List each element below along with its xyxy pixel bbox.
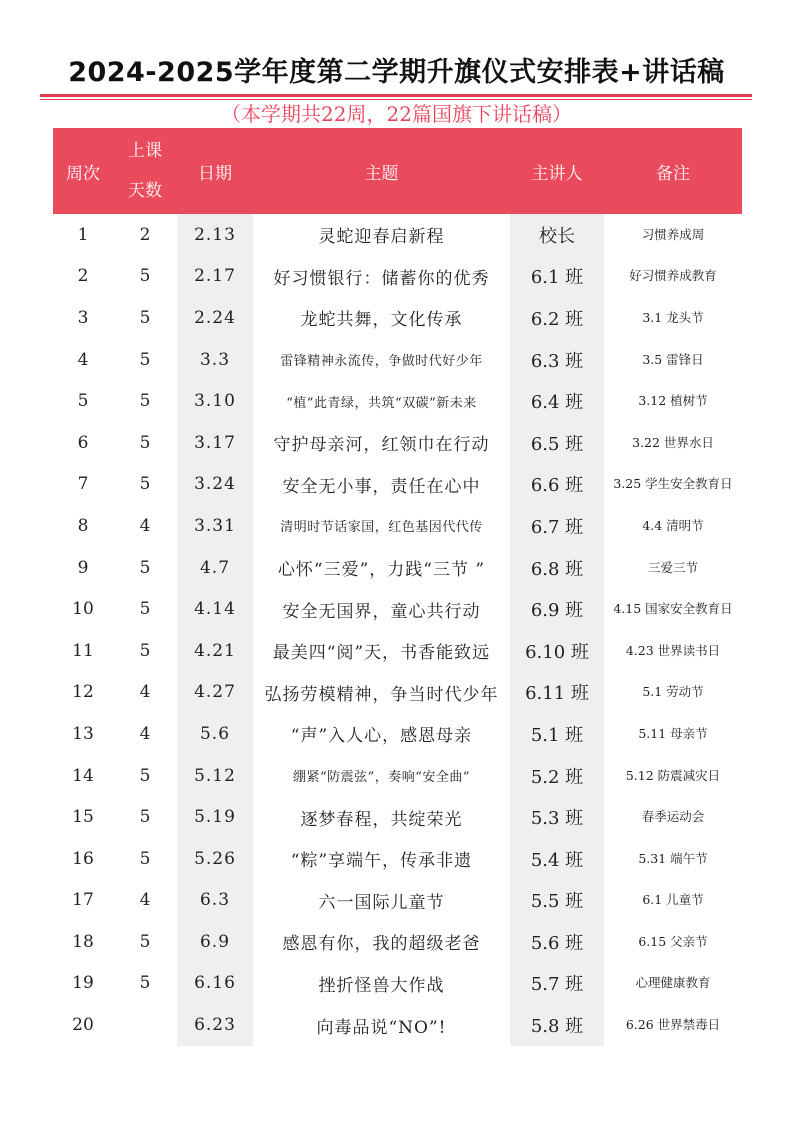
cell-note: 好习惯养成教育	[629, 268, 717, 284]
cell-date: 5.26	[177, 838, 253, 880]
cell-week: 5	[77, 391, 89, 412]
cell-speaker: 5.4 班	[510, 838, 604, 880]
cell-date: 5.6	[177, 713, 253, 755]
cell-topic: 感恩有你，我的超级老爸	[282, 934, 481, 955]
cell-topic: 龙蛇共舞，文化传承	[300, 310, 463, 331]
cell-speaker: 5.8 班	[510, 1004, 604, 1046]
cell-note: 6.26 世界禁毒日	[625, 1017, 721, 1033]
cell-speaker: 5.7 班	[510, 963, 604, 1005]
cell-days: 5	[139, 765, 151, 786]
title-divider-thick	[40, 94, 752, 97]
cell-date: 3.31	[177, 505, 253, 547]
table-body	[53, 214, 742, 1046]
cell-date: 3.3	[177, 339, 253, 381]
cell-days: 5	[139, 640, 151, 661]
cell-topic: 最美四“阅”天，书香能致远	[272, 643, 491, 664]
cell-topic: “植”此青绿，共筑“双碳”新未来	[286, 395, 477, 411]
cell-note: 春季运动会	[641, 809, 705, 825]
cell-week: 18	[72, 931, 94, 952]
cell-days: 5	[139, 307, 151, 328]
cell-topic: 绷紧“防震弦”，奏响“安全曲”	[292, 770, 471, 786]
cell-days: 4	[139, 890, 151, 911]
cell-speaker: 6.10 班	[510, 630, 604, 672]
cell-note: 4.15 国家安全教育日	[613, 601, 733, 617]
header-week: 周次	[66, 163, 100, 184]
cell-days: 4	[139, 515, 151, 536]
cell-speaker: 6.3 班	[510, 339, 604, 381]
cell-week: 10	[72, 599, 94, 620]
cell-note: 6.15 父亲节	[638, 933, 708, 949]
cell-days: 5	[139, 848, 151, 869]
table-row	[53, 713, 742, 755]
cell-topic: “粽”享端午，传承非遗	[290, 851, 473, 872]
table-row	[53, 880, 742, 922]
cell-speaker: 校长	[510, 214, 604, 256]
cell-week: 11	[72, 640, 94, 661]
cell-topic: 心怀“三爱”，力践“三节 ”	[277, 560, 486, 581]
cell-days: 5	[139, 599, 151, 620]
cell-week: 20	[72, 1015, 94, 1036]
table-header-row	[53, 128, 742, 214]
cell-week: 14	[72, 765, 94, 786]
cell-week: 7	[77, 474, 89, 495]
cell-date: 3.17	[177, 422, 253, 464]
table-row	[53, 1004, 742, 1046]
cell-week: 1	[77, 224, 89, 245]
cell-date: 4.7	[177, 547, 253, 589]
cell-days: 5	[139, 807, 151, 828]
cell-days: 5	[139, 432, 151, 453]
cell-days: 5	[139, 349, 151, 370]
cell-topic: 向毒品说“NO”!	[316, 1017, 447, 1038]
table-row	[53, 672, 742, 714]
cell-speaker: 6.4 班	[510, 380, 604, 422]
cell-date: 6.9	[177, 921, 253, 963]
cell-week: 2	[77, 266, 89, 287]
cell-topic: “声”入人心，感恩母亲	[290, 726, 473, 747]
cell-week: 6	[77, 432, 89, 453]
page-subtitle: （本学期共22周，22篇国旗下讲话稿）	[221, 102, 572, 126]
table-row	[53, 297, 742, 339]
cell-date: 6.16	[177, 963, 253, 1005]
cell-note: 3.12 植树节	[638, 393, 708, 409]
header-date: 日期	[198, 163, 232, 184]
cell-speaker: 6.11 班	[510, 672, 604, 714]
cell-note: 5.1 劳动节	[642, 684, 704, 700]
cell-date: 3.24	[177, 464, 253, 506]
header-days-line1: 上课	[128, 141, 162, 161]
cell-speaker: 6.2 班	[510, 297, 604, 339]
cell-week: 17	[72, 890, 94, 911]
cell-week: 16	[72, 848, 94, 869]
cell-note: 心理健康教育	[635, 975, 711, 991]
cell-speaker: 5.2 班	[510, 755, 604, 797]
cell-topic: 弘扬劳模精神，争当时代少年	[264, 684, 499, 705]
cell-speaker: 6.5 班	[510, 422, 604, 464]
cell-date: 6.23	[177, 1004, 253, 1046]
cell-speaker: 6.9 班	[510, 588, 604, 630]
cell-note: 3.22 世界水日	[632, 434, 714, 450]
cell-days: 4	[139, 682, 151, 703]
header-speaker: 主讲人	[531, 163, 583, 184]
cell-topic: 挫折怪兽大作战	[318, 975, 445, 996]
table-row	[53, 588, 742, 630]
cell-week: 8	[77, 515, 89, 536]
cell-days: 5	[139, 931, 151, 952]
table-row	[53, 422, 742, 464]
table-row	[53, 796, 742, 838]
cell-topic: 安全无小事，责任在心中	[282, 476, 481, 497]
cell-note: 三爱三节	[647, 559, 698, 575]
cell-note: 3.5 雷锋日	[642, 351, 704, 367]
cell-speaker: 6.7 班	[510, 505, 604, 547]
header-topic: 主题	[364, 163, 399, 184]
cell-topic: 清明时节话家国，红色基因代代传	[280, 520, 483, 536]
cell-speaker: 5.6 班	[510, 921, 604, 963]
cell-note: 3.1 龙头节	[642, 309, 704, 325]
cell-topic: 逐梦春程，共绽荣光	[300, 809, 463, 830]
table-row	[53, 547, 742, 589]
cell-topic: 雷锋精神永流传，争做时代好少年	[280, 354, 483, 370]
schedule-table	[53, 128, 742, 1046]
table-row	[53, 256, 742, 298]
cell-speaker: 5.5 班	[510, 880, 604, 922]
table-row	[53, 505, 742, 547]
cell-week: 19	[72, 973, 94, 994]
cell-topic: 安全无国界，童心共行动	[282, 601, 481, 622]
cell-date: 6.3	[177, 880, 253, 922]
cell-days: 5	[139, 474, 151, 495]
cell-days: 5	[139, 266, 151, 287]
cell-week: 9	[77, 557, 89, 578]
cell-date: 4.27	[177, 672, 253, 714]
table-row	[53, 380, 742, 422]
cell-note: 5.31 端午节	[638, 850, 708, 866]
cell-days: 5	[139, 557, 151, 578]
cell-week: 15	[72, 807, 94, 828]
cell-days	[113, 1004, 177, 1046]
cell-topic: 六一国际儿童节	[318, 892, 445, 913]
table-row	[53, 921, 742, 963]
cell-days: 4	[139, 723, 151, 744]
cell-note: 5.11 母亲节	[638, 725, 708, 741]
table-row	[53, 630, 742, 672]
cell-date: 2.13	[177, 214, 253, 256]
cell-days: 2	[139, 224, 151, 245]
cell-speaker: 6.1 班	[510, 256, 604, 298]
cell-week: 3	[77, 307, 89, 328]
table-row	[53, 464, 742, 506]
cell-speaker: 6.6 班	[510, 464, 604, 506]
table-row	[53, 339, 742, 381]
cell-speaker: 6.8 班	[510, 547, 604, 589]
header-days	[113, 128, 177, 214]
cell-days: 5	[139, 973, 151, 994]
table-row	[53, 755, 742, 797]
cell-date: 4.14	[177, 588, 253, 630]
cell-note: 4.4 清明节	[642, 517, 704, 533]
table-row	[53, 838, 742, 880]
cell-topic: 守护母亲河，红领巾在行动	[273, 435, 490, 456]
cell-topic: 灵蛇迎春启新程	[318, 227, 445, 248]
cell-date: 2.17	[177, 256, 253, 298]
cell-note: 4.23 世界读书日	[625, 642, 721, 658]
cell-days: 5	[139, 391, 151, 412]
cell-note: 5.12 防震减灾日	[625, 767, 721, 783]
cell-date: 2.24	[177, 297, 253, 339]
cell-week: 4	[77, 349, 89, 370]
cell-note: 6.1 儿童节	[642, 892, 704, 908]
header-days-line2: 天数	[128, 181, 162, 201]
page-title: 2024-2025学年度第二学期升旗仪式安排表+讲话稿	[68, 57, 725, 88]
cell-topic: 好习惯银行：储蓄你的优秀	[273, 268, 490, 289]
cell-week: 12	[72, 682, 94, 703]
cell-week: 13	[72, 723, 94, 744]
cell-note: 习惯养成周	[641, 226, 705, 242]
cell-date: 5.12	[177, 755, 253, 797]
cell-date: 4.21	[177, 630, 253, 672]
cell-date: 5.19	[177, 796, 253, 838]
table-row	[53, 963, 742, 1005]
cell-speaker: 5.1 班	[510, 713, 604, 755]
header-note: 备注	[656, 163, 690, 184]
cell-note: 3.25 学生安全教育日	[613, 476, 733, 492]
cell-speaker: 5.3 班	[510, 796, 604, 838]
cell-date: 3.10	[177, 380, 253, 422]
table-row	[53, 214, 742, 256]
